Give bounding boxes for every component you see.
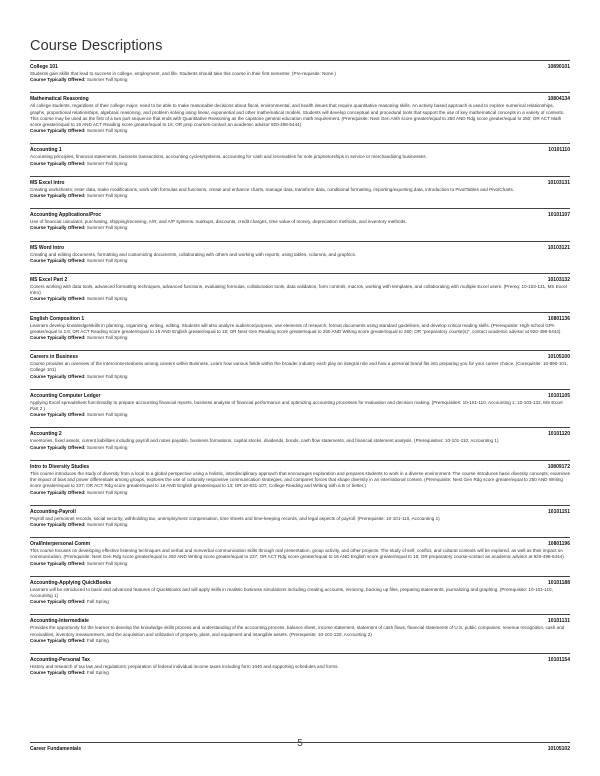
- course-code: 10101151: [548, 508, 570, 515]
- course-offered: [30, 374, 570, 380]
- offered-label: Course Typically Offered:: [30, 670, 86, 676]
- offered-label: Course Typically Offered:: [30, 257, 86, 263]
- course-entry: [30, 460, 570, 496]
- offered-label: Course Typically Offered:: [30, 412, 86, 418]
- page-number: 5: [297, 738, 303, 749]
- offered-terms: Summer Fall Spring: [86, 560, 128, 566]
- offered-label: Course Typically Offered:: [30, 489, 86, 495]
- course-code: 10101131: [548, 618, 570, 625]
- offered-terms: Summer Fall Spring: [86, 489, 128, 495]
- offered-terms: Summer Fall Spring: [86, 335, 128, 341]
- offered-label: Course Typically Offered:: [30, 521, 86, 527]
- course-title: Accounting 2: [30, 431, 62, 438]
- course-offered: [30, 296, 570, 302]
- course-code: 10105100: [547, 354, 570, 361]
- course-description: All college students, regardless of their college major, need to be able to make reasonable decisions about fiscal, environmental, and health issues that require quantitative reasoning skills. An activity based approach is used to explore numerical relationships, graphs, proportional relationships, algebraic reasoning, and problem solving using linear, exponential and other mathematical models. Students will develop conceptual and procedural tools that support the use of key mathematical concepts in a variety of contexts. This course may be used as the first of a two part sequence that ends with Quantitative Reasoning as the capstone general education math requirement. (Prerequisite: Next Gen Arith score greater/equal to 250 AND Rdg score greater/equal to 250; OR ACT Math score greater/equal to 15 AND ACT Reading score greater/equal to 16; OR prep courses-contact an academic advisor 920-498-5444): [30, 103, 565, 128]
- offered-terms: Fall Spring: [86, 670, 109, 676]
- course-offered: [30, 599, 570, 605]
- course-description: Applying Excel spreadsheet functionality to prepare accounting financial reports, business analysis of financial performance and optimizing accounting processes for evaluation and decision making. (Prerequisites: 10-101-110, Accounting 1; 10-103-132, MS Excel Part 2 ): [30, 399, 563, 412]
- offered-terms: Summer Fall Spring: [86, 257, 128, 263]
- course-offered: [30, 561, 570, 567]
- course-entry: [30, 241, 570, 264]
- offered-label: Course Typically Offered:: [30, 296, 86, 302]
- document-page: [30, 0, 570, 776]
- course-title: Accounting-Payroll: [30, 508, 76, 515]
- course-description: Use of financial calculator, purchasing, shipping/receiving, A/R, and A/P systems, markups, discounts, credit charges, time value of money, depreciation methods, and inventory methods.: [30, 219, 407, 225]
- course-entry: [30, 427, 570, 450]
- course-entry: [30, 614, 570, 644]
- course-description: Accounting principles, financial statements, business transactions, accounting cycles/systems, accounting for cash and receivables for sole proprietorships in service or merchandising businesses.: [30, 154, 427, 160]
- offered-label: Course Typically Offered:: [30, 128, 86, 134]
- course-entry: [30, 350, 570, 380]
- course-entry: [30, 143, 570, 166]
- course-offered: [30, 412, 570, 418]
- offered-label: Course Typically Offered:: [30, 77, 86, 83]
- offered-label: Course Typically Offered:: [30, 444, 86, 450]
- course-list: [30, 60, 570, 685]
- course-code: 10801136: [548, 315, 570, 322]
- course-description: Creating and editing documents, formatting and customizing documents, collaborating with others and working with reports, using tables, columns, and graphics.: [30, 251, 357, 257]
- course-description: Creating worksheets; enter data, make modifications, work with formulas and functions, create and enhance charts, manage data, transform data, conditional formatting, importing/exporting data, introduction to PivotTables and PivotCharts.: [30, 186, 515, 192]
- course-entry: [30, 505, 570, 528]
- course-code: 10101154: [548, 656, 570, 663]
- course-title: Intro to Diversity Studies: [30, 463, 90, 470]
- offered-terms: Fall Spring: [86, 599, 109, 605]
- course-offered: [30, 670, 570, 676]
- course-title: Career Fundamentals: [30, 746, 82, 752]
- course-entry: [30, 208, 570, 231]
- course-entry: [30, 60, 570, 83]
- course-title: Accounting Computer Ledger: [30, 392, 101, 399]
- course-offered: [30, 445, 570, 451]
- course-code: 10101105: [548, 392, 570, 399]
- course-offered: [30, 193, 570, 199]
- offered-terms: Summer Fall Spring: [86, 412, 128, 418]
- course-title: Mathematical Reasoning: [30, 96, 89, 103]
- offered-terms: Summer Fall Spring: [86, 77, 128, 83]
- course-description: Provides the opportunity for the learner to develop the knowledge skills process and understanding of the accounting process, balance sheet, income statement, statement of cash flows, financial statements of U.S. public companies, revenue recognition, cash and receivables, inventory measurement, and the acquisition and utilization of property, plant, and equipment and intangible assets. (Prerequisite: 10-101-120, Accounting 2): [30, 625, 565, 637]
- course-title: English Composition 1: [30, 315, 85, 322]
- course-title: Accounting-Intermediate: [30, 618, 89, 625]
- course-title: College 101: [30, 64, 58, 70]
- course-code: 10890101: [547, 64, 570, 70]
- offered-terms: Summer Fall Spring: [86, 444, 128, 450]
- course-entry: [30, 576, 570, 606]
- course-offered: [30, 161, 570, 167]
- offered-terms: Summer Fall Spring: [86, 296, 128, 302]
- course-offered: [30, 258, 570, 264]
- offered-label: Course Typically Offered:: [30, 225, 86, 231]
- course-title: Accounting-Personal Tax: [30, 656, 90, 663]
- course-offered: [30, 77, 570, 83]
- course-description: Inventories, fixed assets, current liabilities including payroll and notes payable, business formations, capital stocks, dividends, bonds, cash flow statements, and financial statement analysis. (Prerequisites: 10-101-110, Accounting 1): [30, 438, 499, 444]
- offered-label: Course Typically Offered:: [30, 560, 86, 566]
- course-title: MS Excel Part 2: [30, 277, 68, 284]
- course-title: Oral/Interpersonal Comm: [30, 541, 91, 548]
- course-entry: [30, 176, 570, 199]
- offered-terms: Summer Fall Spring: [86, 521, 128, 527]
- offered-label: Course Typically Offered:: [30, 160, 86, 166]
- course-title: Accounting 1: [30, 147, 62, 154]
- offered-terms: Summer Fall Spring: [86, 373, 128, 379]
- course-title: MS Word Intro: [30, 244, 65, 251]
- course-offered: [30, 128, 570, 134]
- offered-label: Course Typically Offered:: [30, 637, 86, 643]
- offered-terms: Summer Fall Spring: [86, 193, 128, 199]
- offered-label: Course Typically Offered:: [30, 373, 86, 379]
- course-entry: [30, 92, 570, 134]
- course-entry: [30, 537, 570, 567]
- offered-terms: Fall Spring: [86, 637, 109, 643]
- course-description: History and research of tax law and regulations; preparation of federal individual income taxes including form 1040 and supporting schedules and forms.: [30, 663, 339, 669]
- offered-terms: Summer Fall Spring: [86, 128, 128, 134]
- course-entry: [30, 389, 570, 419]
- course-description: This course introduces the study of diversity from a local to a global perspective using a holistic, interdisciplinary approach that encourages exploration and prepares students to work in a diverse environment. The course introduces basic diversity concepts, examines the impact of bias and power differentials among groups, explores the use of culturally responsive communication strategies, and compares forces that shape diversity in an international context. (Prerequisite: Next Gen Rdg score greater/equal to 250 AND Writing score greater/equal to 237; OR ACT Rdg score greater/equal to 16 AND English greater/equal to 13; OR 10-831-107, College Reading and Writing with a B or better.): [30, 470, 570, 489]
- course-entry: [30, 312, 570, 342]
- course-code: 10103132: [547, 277, 570, 284]
- course-code: 10101107: [548, 212, 570, 219]
- course-description: Learners will be introduced to basic and advanced features of QuickBooks and will apply skills in realistic business simulations including creating accounts, invoicing, backing up files, preparing statements, journalizing and graphing. (Prerequisite: 10-101-110, Accounting 1): [30, 586, 553, 598]
- course-offered: [30, 490, 570, 496]
- course-offered: [30, 522, 570, 528]
- offered-label: Course Typically Offered:: [30, 599, 86, 605]
- course-offered: [30, 225, 570, 231]
- course-title: MS Excel Intro: [30, 179, 65, 186]
- course-description: Covers working with data tools, advanced formatting techniques, advanced functions, evaluating formulas, collaboration tools, data validation, form controls, macros, working with templates, and collaborating with multiple Excel users. (Prereq: 10-103-131, MS Excel Intro): [30, 284, 567, 296]
- course-title: Accounting-Applying QuickBooks: [30, 579, 112, 586]
- course-code: 10801196: [548, 541, 570, 548]
- course-code: 10105102: [547, 746, 570, 752]
- course-code: 10809172: [547, 463, 570, 470]
- course-code: 10103131: [547, 179, 570, 186]
- page-heading: Course Descriptions: [30, 38, 163, 54]
- course-title: Careers in Business: [30, 354, 79, 361]
- course-code: 10101188: [548, 579, 570, 586]
- offered-label: Course Typically Offered:: [30, 335, 86, 341]
- course-code: 10101120: [548, 431, 570, 438]
- course-entry: [30, 653, 570, 676]
- course-entry: [30, 273, 570, 303]
- course-description: Students gain skills that lead to success in college, employment, and life. Students should take this course in their first semester. (Pre-requisite: None.): [30, 71, 336, 76]
- offered-terms: Summer Fall Spring: [86, 225, 128, 231]
- course-description: Payroll and personnel records, social security, withholding tax, unemployment compensation, time sheets and time-keeping records, and legal aspects of payroll. (Prerequisite: 10-101-110, Accounting 1): [30, 515, 440, 521]
- course-title: Accounting Applications/Proc: [30, 212, 102, 219]
- course-offered: [30, 638, 570, 644]
- course-description: Learners develop knowledge/skills in planning, organizing, writing, editing. Students will also analyze audience/purpose, use elements of research, format documents using standard guidelines, and develop critical reading skills. (Prerequisite: High-school GPA greater/equal to 2.6; OR ACT Reading score greater/equal to 16 AND English greater/equal to 18; OR Next Gen Reading score greater/equal to 250 AND Writing score greater/equal to 260; OR "preparatory course(s)", contact academic advisor at 920-498-5444): [30, 322, 561, 334]
- course-code: 10804134: [547, 96, 570, 103]
- course-offered: [30, 335, 570, 341]
- course-description: This course focuses on developing effective listening techniques and verbal and nonverbal communication skills through oral presentation, group activity, and other projects. The study of self, conflict, and cultural contexts will be explored, as well as their impact on communication. (Prerequisite: Next Gen Rdg score greater/equal to 250 AND Writing score greater/equal to 237; OR ACT Rdg score greater/equal to 16 AND English score greater/equal to 16; OR preparatory course-contact an academic advisor at 920-498-5444): [30, 548, 564, 560]
- offered-terms: Summer Fall Spring: [86, 160, 128, 166]
- course-description: Course provides an overview of the interconnectedness among careers within Business. Learn how various fields within the broader industry each play an integral role and how a personal brand fits into preparing you for your career choice. (Corequisite: 10-890-101, College 101): [30, 361, 568, 373]
- course-code: 10103121: [547, 244, 570, 251]
- offered-label: Course Typically Offered:: [30, 193, 86, 199]
- course-code: 10101110: [548, 147, 570, 154]
- course-entry: [30, 742, 570, 761]
